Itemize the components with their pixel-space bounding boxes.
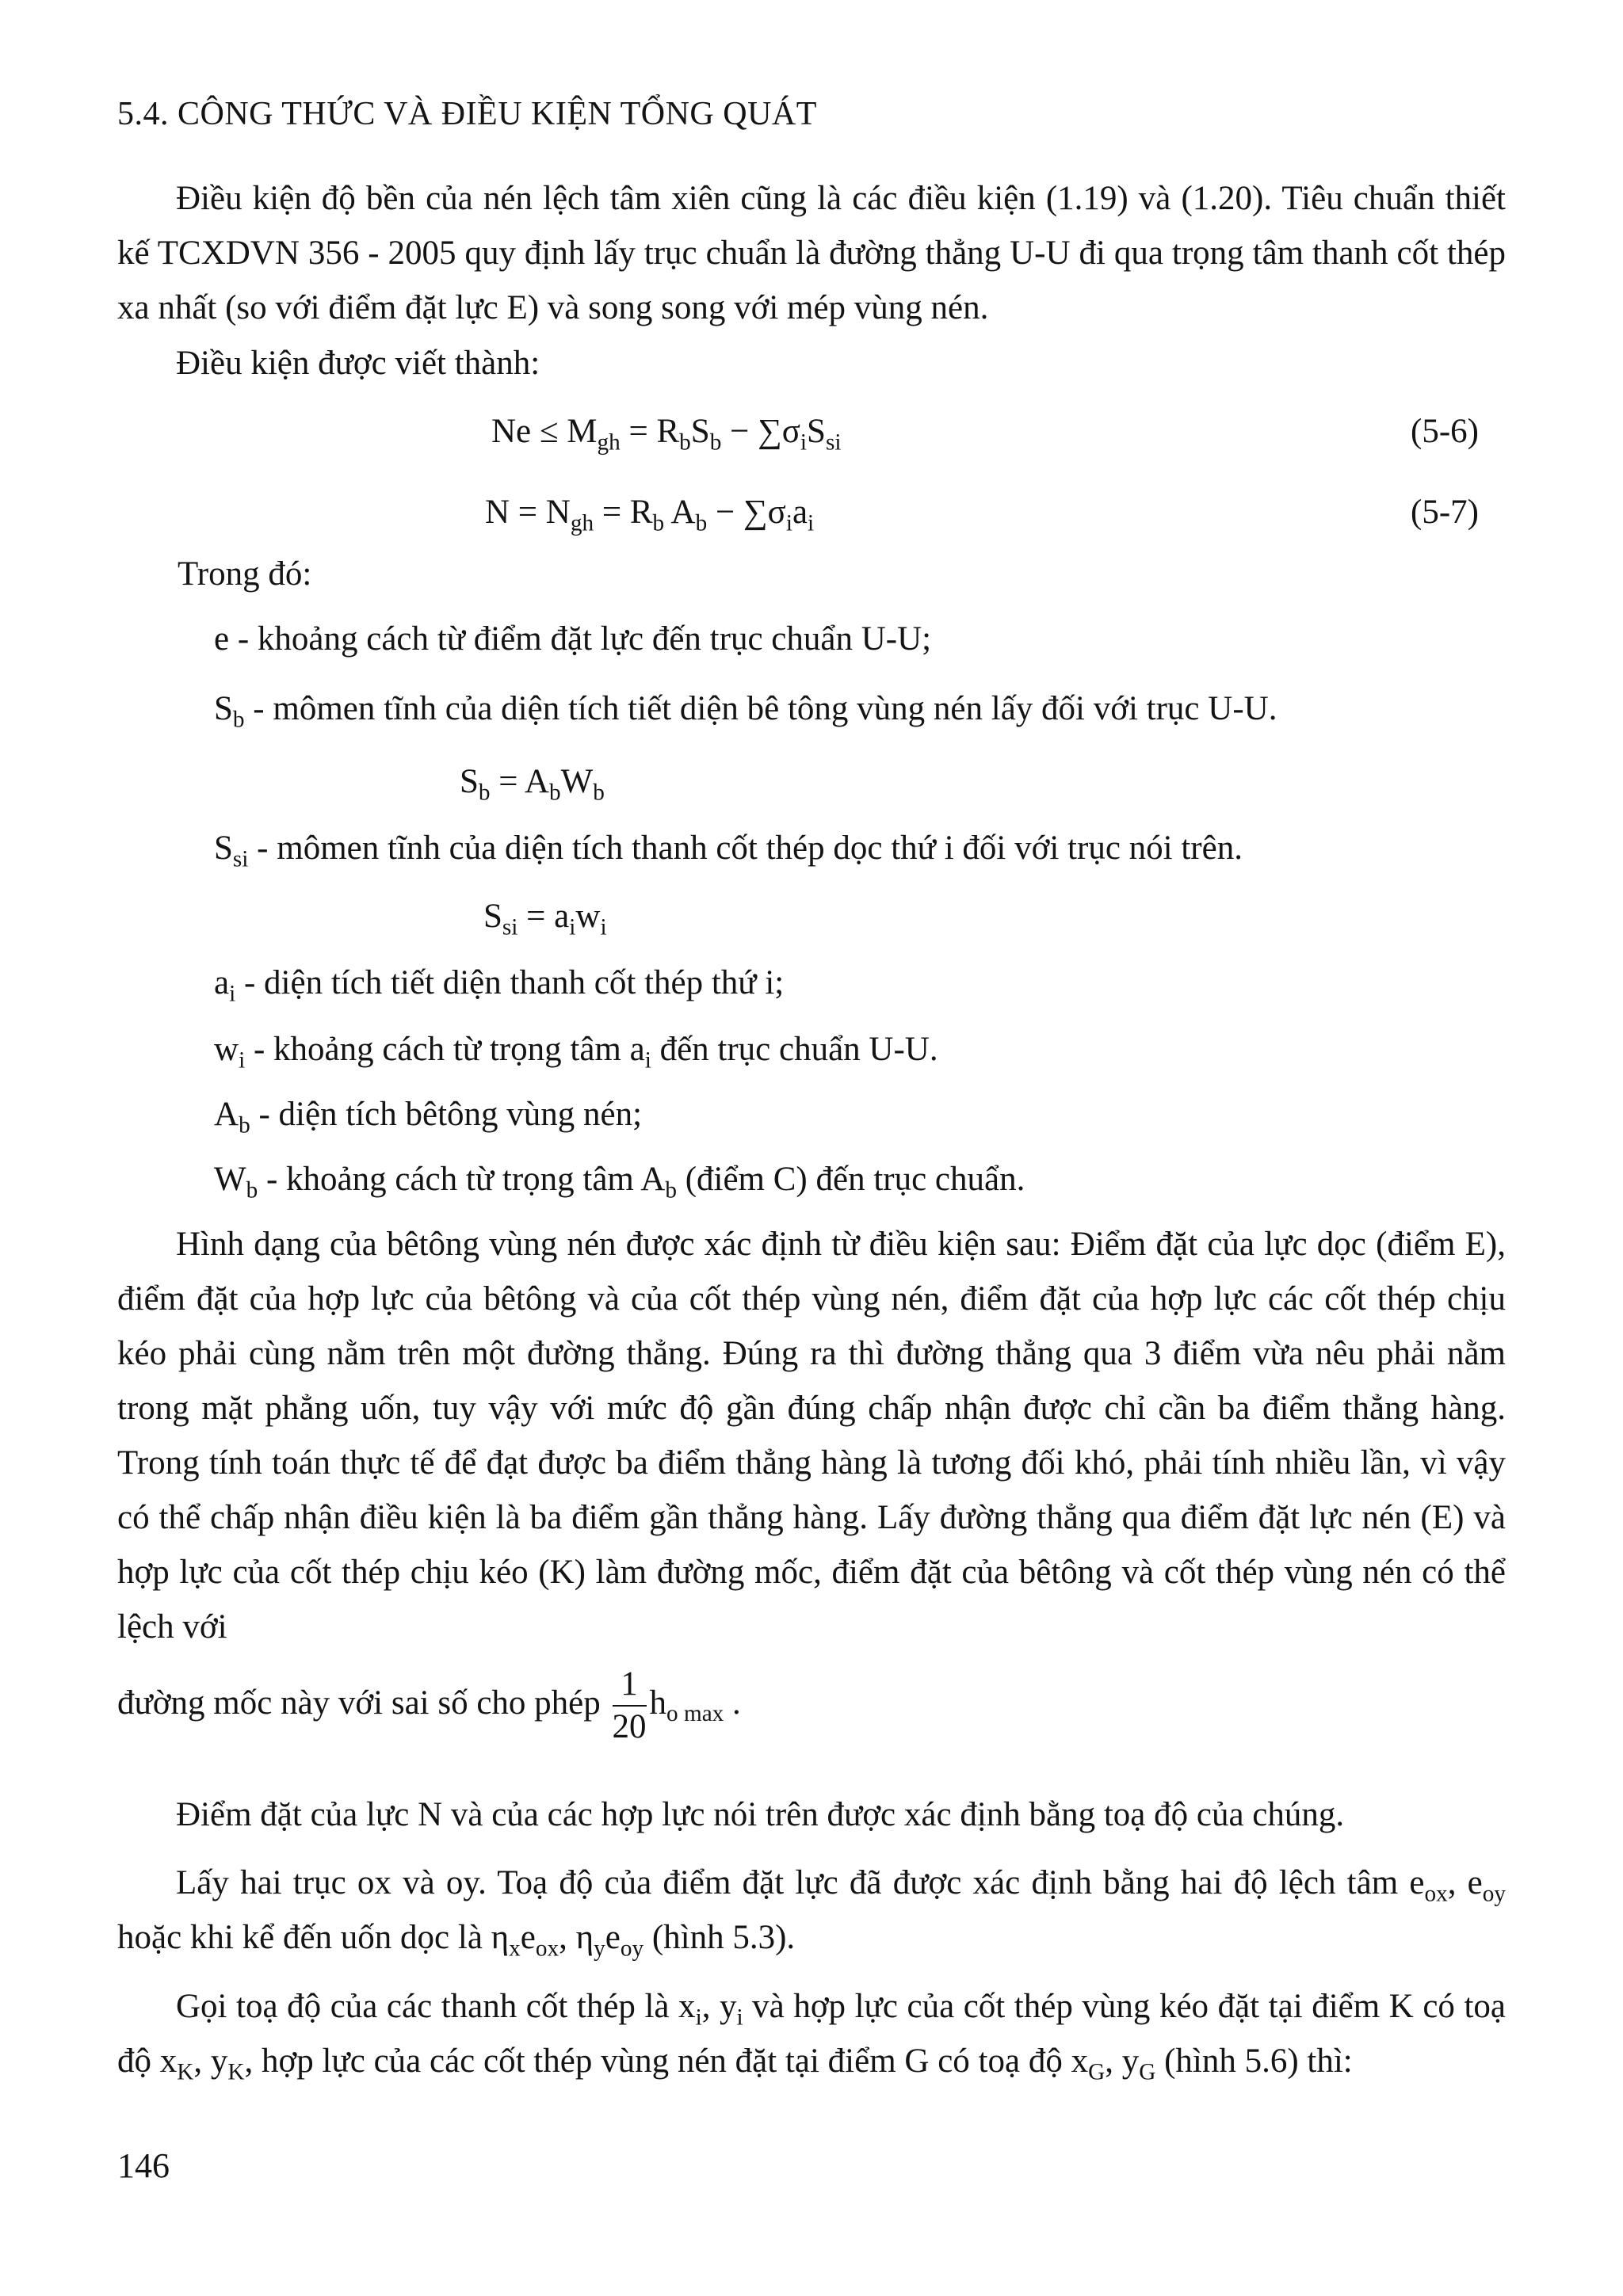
definition-wb: $W_b$ - khoảng cách từ trọng tâm $A_b$ (điểm C) đến trục chuẩn. [214,1161,1025,1203]
page-number: 146 [117,2146,170,2185]
definition-sb: $S_b$ - mômen tĩnh của diện tích tiết diện bê tông vùng nén lấy đối với trục U-U. [214,690,1277,733]
definition-ai: $a_i$ - diện tích tiết diện thanh cốt thép thứ i; [214,964,785,1007]
where-label: Trong đó: [178,555,312,593]
paragraph-coordinates: Điểm đặt của lực N và của các hợp lực nói trên được xác định bằng toạ độ của chúng. [176,1796,1345,1833]
equation-5-7: $N = N_{gh} = R_b$ $A_b - \sum\sigma_ia_i$ [485,494,815,536]
paragraph-bar-coordinates: Gọi toạ độ của các thanh cốt thép là $x_i$, $y_i$ và hợp lực của cốt thép vùng kéo đặt tại điểm K có toạ độ $x_K$, $y_K$, hợp lực của các cốt thép vùng nén đặt tại điểm G có toạ độ $x_G$, $y_G$ (hình 5.6) thì: [117,1988,1506,2085]
paragraph-tolerance: đường mốc này với sai số cho phép $\frac{1}{20}$ $h_{o max}$ . [117,1664,741,1748]
definition-ab: $A_b$ - diện tích bêtông vùng nén; [214,1096,643,1138]
equation-5-6: $Ne \le M_{gh} = R_bS_b - \sum\sigma_iS_{si}$ [491,413,842,456]
section-title: 5.4. CÔNG THỨC VÀ ĐIỀU KIỆN TỔNG QUÁT [117,96,817,132]
equation-number-5-7: (5-7) [1411,494,1479,531]
fraction-one-twentieth: $\frac{1}{20}$ [612,1665,647,1745]
definition-wi: $w_i$ - khoảng cách từ trọng tâm $a_i$ đến trục chuẩn U-U. [214,1031,938,1074]
formula-sb: $S_b = A_bW_b$ [460,763,605,806]
paragraph-axes: Lấy hai trục ox và oy. Toạ độ của điểm đặt lực đã được xác định bằng hai độ lệch tâm $e_{ox}$, $e_{oy}$ hoặc khi kể đến uốn dọc là $\eta_xe_{ox}$, $\eta_ye_{oy}$ (hình 5.3). [117,1864,1506,1962]
paragraph-written-as: Điều kiện được viết thành: [176,345,540,382]
equation-number-5-6: (5-6) [1411,413,1479,450]
paragraph-compression-zone: Hình dạng của bêtông vùng nén được xác định từ điều kiện sau: Điểm đặt của lực dọc (điểm E), điểm đặt của hợp lực của bêtông và của cốt thép vùng nén, điểm đặt của hợp lực các cốt thép chịu kéo phải cùng nằm trên một đường thẳng. Đúng ra thì đường thẳng qua 3 điểm vừa nêu phải nằm trong mặt phẳng uốn, tuy vậy với mức độ gần đúng chấp nhận được chỉ cần ba điểm thẳng hàng. Trong tính toán thực tế để đạt được ba điểm thẳng hàng là tương đối khó, phải tính nhiều lần, vì vậy có thể chấp nhận điều kiện là ba điểm gần thẳng hàng. Lấy đường thẳng qua điểm đặt lực nén (E) và hợp lực của cốt thép chịu kéo (K) làm đường mốc, điểm đặt của bêtông và cốt thép vùng nén có thể lệch với [117,1226,1506,1646]
definition-e: e - khoảng cách từ điểm đặt lực đến trục chuẩn U-U; [214,620,932,658]
formula-ssi: $S_{si} = a_iw_i$ [483,898,607,940]
definition-ssi: $S_{si}$ - mômen tĩnh của diện tích thanh cốt thép dọc thứ i đối với trục nói trên. [214,830,1243,872]
paragraph-conditions: Điều kiện độ bền của nén lệch tâm xiên cũng là các điều kiện (1.19) và (1.20). Tiêu chuẩn thiết kế TCXDVN 356 - 2005 quy định lấy trục chuẩn là đường thẳng U-U đi qua trọng tâm thanh cốt thép xa nhất (so với điểm đặt lực E) và song song với mép vùng nén. [117,180,1506,326]
